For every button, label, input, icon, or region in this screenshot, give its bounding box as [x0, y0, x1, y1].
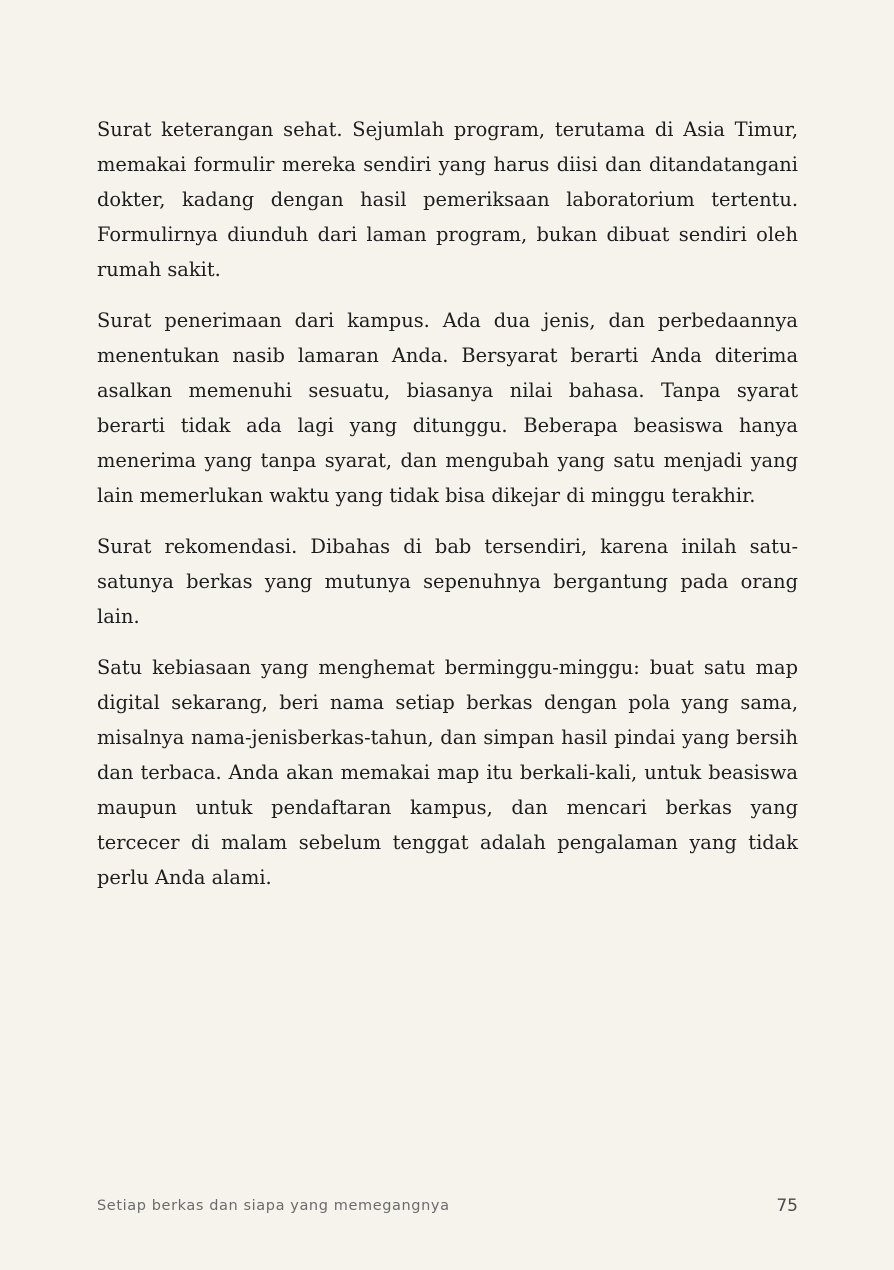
- running-footer-title: Setiap berkas dan siapa yang memegangnya: [97, 1198, 450, 1214]
- paragraph-recommendation-letter: Surat rekomendasi. Dibahas di bab tersendiri, karena inilah satu-satunya berkas yang mutunya sepenuhnya bergantung pada orang lain.: [97, 535, 798, 628]
- page-body: [97, 112, 798, 911]
- page-number: 75: [776, 1196, 798, 1216]
- paragraph-admission-letter: Surat penerimaan dari kampus. Ada dua jenis, dan perbedaannya menentukan nasib lamaran Anda. Bersyarat berarti Anda diterima asalkan memenuhi sesuatu, biasanya nilai bahasa. Tanpa syarat berarti tidak ada lagi yang ditunggu. Beberapa beasiswa hanya menerima yang tanpa syarat, dan mengubah yang satu menjadi yang lain memerlukan waktu yang tidak bisa dikejar di minggu terakhir.: [97, 309, 798, 507]
- paragraph-digital-folder-habit: Satu kebiasaan yang menghemat berminggu-minggu: buat satu map digital sekarang, beri nama setiap berkas dengan pola yang sama, misalnya nama-jenisberkas-tahun, dan simpan hasil pindai yang bersih dan terbaca. Anda akan memakai map itu berkali-kali, untuk beasiswa maupun untuk pendaftaran kampus, dan mencari berkas yang tercecer di malam sebelum tenggat adalah pengalaman yang tidak perlu Anda alami.: [97, 656, 798, 889]
- paragraph-health-certificate: Surat keterangan sehat. Sejumlah program, terutama di Asia Timur, memakai formulir mereka sendiri yang harus diisi dan ditandatangani dokter, kadang dengan hasil pemeriksaan laboratorium tertentu. Formulirnya diunduh dari laman program, bukan dibuat sendiri oleh rumah sakit.: [97, 118, 798, 281]
